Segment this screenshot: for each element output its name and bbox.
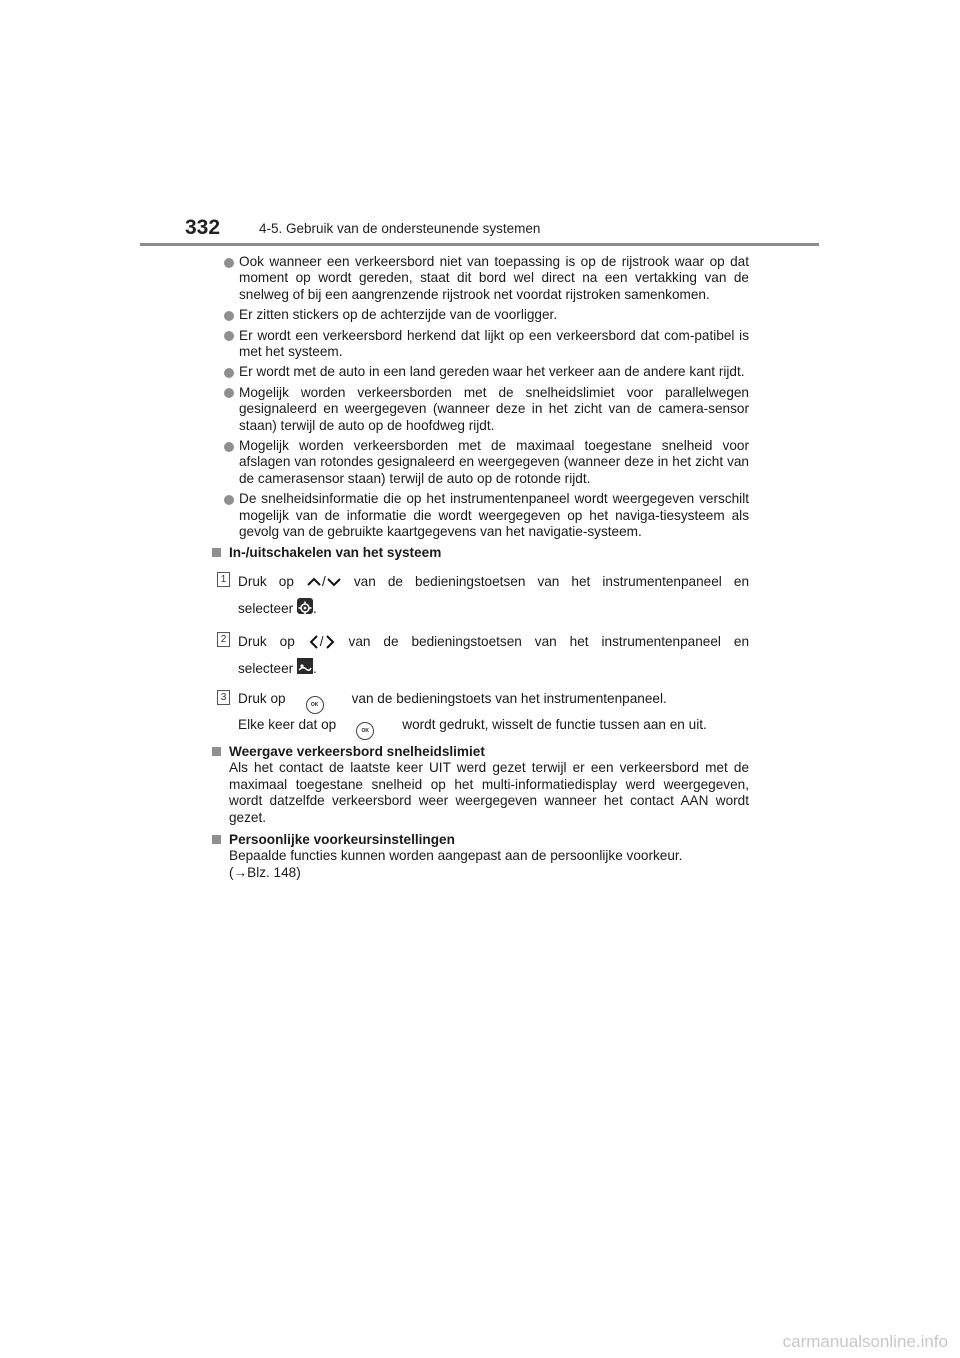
chevron-right-icon bbox=[324, 634, 336, 650]
bullet-item: Er zitten stickers op de achterzijde van de voorligger. bbox=[222, 307, 749, 323]
chevron-down-icon bbox=[326, 576, 342, 588]
page-reference-link[interactable]: (→Blz. 148) bbox=[229, 864, 301, 880]
bullet-item: Er wordt een verkeersbord herkend dat lijkt op een verkeersbord dat com-patibel is met het systeem. bbox=[222, 328, 749, 361]
bullet-dot-icon bbox=[224, 368, 234, 378]
bullet-item: De snelheidsinformatie die op het instrumentenpaneel wordt weergegeven verschilt mogelijk van de informatie die wordt weergegeven op het naviga-tiesysteem als gevolg van de gebruikte kaartgegevens van het navigatie-systeem. bbox=[222, 491, 749, 540]
ok-button-icon: OK bbox=[356, 722, 374, 740]
step-number: 2 bbox=[217, 632, 230, 647]
square-bullet-icon bbox=[212, 835, 221, 844]
page-number: 332 bbox=[185, 216, 221, 239]
step-number: 1 bbox=[217, 572, 230, 587]
square-bullet-icon bbox=[212, 548, 221, 557]
section-heading-display: Weergave verkeersbord snelheidslimiet bbox=[212, 744, 749, 760]
bullet-dot-icon bbox=[224, 331, 234, 341]
step-3: 3 Druk op OK van de bedieningstoets van het instrumentenpaneel. Elke keer dat op OK wordt gedrukt, wisselt de functie tussen aan en uit. bbox=[222, 688, 749, 740]
road-sign-assist-icon bbox=[297, 658, 313, 674]
bullet-item: Er wordt met de auto in een land gereden waar het verkeer aan de andere kant rijdt. bbox=[222, 364, 749, 380]
chevron-up-icon bbox=[306, 576, 322, 588]
step-2: 2 Druk op / van de bedieningstoetsen van het instrumentenpaneel en selecteer . bbox=[222, 628, 749, 682]
square-bullet-icon bbox=[212, 747, 221, 756]
bullet-dot-icon bbox=[224, 388, 234, 398]
bullet-item: Mogelijk worden verkeersborden met de snelheidslimiet voor parallelwegen gesignaleerd en weergegeven (wanneer deze in het zicht van de camera-sensor staan) terwijl de auto op de hoofdweg rijdt. bbox=[222, 385, 749, 434]
bullet-dot-icon bbox=[224, 258, 234, 268]
step-1: 1 Druk op / van de bedieningstoetsen van het instrumentenpaneel en selecteer . bbox=[222, 568, 749, 622]
step-number: 3 bbox=[217, 690, 230, 705]
footer-watermark: carmanualsonline.info bbox=[782, 1332, 948, 1351]
bullet-item: Ook wanneer een verkeersbord niet van toepassing is op de rijstrook waar op dat moment op wordt gereden, staat dit bord wel direct na een vertakking van de snelweg of bij een aangrenzende rijstrook net voordat rijstroken samenkomen. bbox=[222, 254, 749, 303]
section-heading-personal: Persoonlijke voorkeursinstellingen bbox=[212, 832, 749, 848]
paragraph-display: Als het contact de laatste keer UIT werd gezet terwijl er een verkeersbord met de maximaal toegestane snelheid op het multi-informatiedisplay werd weergegeven, wordt datzelfde verkeersbord weer weergegeven wanneer het contact AAN wordt gezet. bbox=[229, 760, 749, 825]
header-divider bbox=[140, 243, 819, 246]
section-title: 4-5. Gebruik van de ondersteunende systemen bbox=[259, 221, 541, 236]
paragraph-personal: Bepaalde functies kunnen worden aangepast aan de persoonlijke voorkeur. (→Blz. 148) bbox=[229, 848, 683, 880]
main-content bbox=[222, 254, 749, 885]
chevron-left-icon bbox=[308, 634, 320, 650]
section-heading-onoff: In-/uitschakelen van het systeem bbox=[212, 545, 749, 561]
bullet-item: Mogelijk worden verkeersborden met de maximaal toegestane snelheid voor afslagen van rotondes gesignaleerd en weergegeven (wanneer deze in het zicht van de camerasensor staan) terwijl de auto op de rotonde rijdt. bbox=[222, 438, 749, 487]
bullet-dot-icon bbox=[224, 311, 234, 321]
bullet-dot-icon bbox=[224, 495, 234, 505]
bullet-dot-icon bbox=[224, 442, 234, 452]
ok-button-icon: OK bbox=[306, 696, 324, 714]
settings-gear-icon bbox=[297, 598, 313, 614]
